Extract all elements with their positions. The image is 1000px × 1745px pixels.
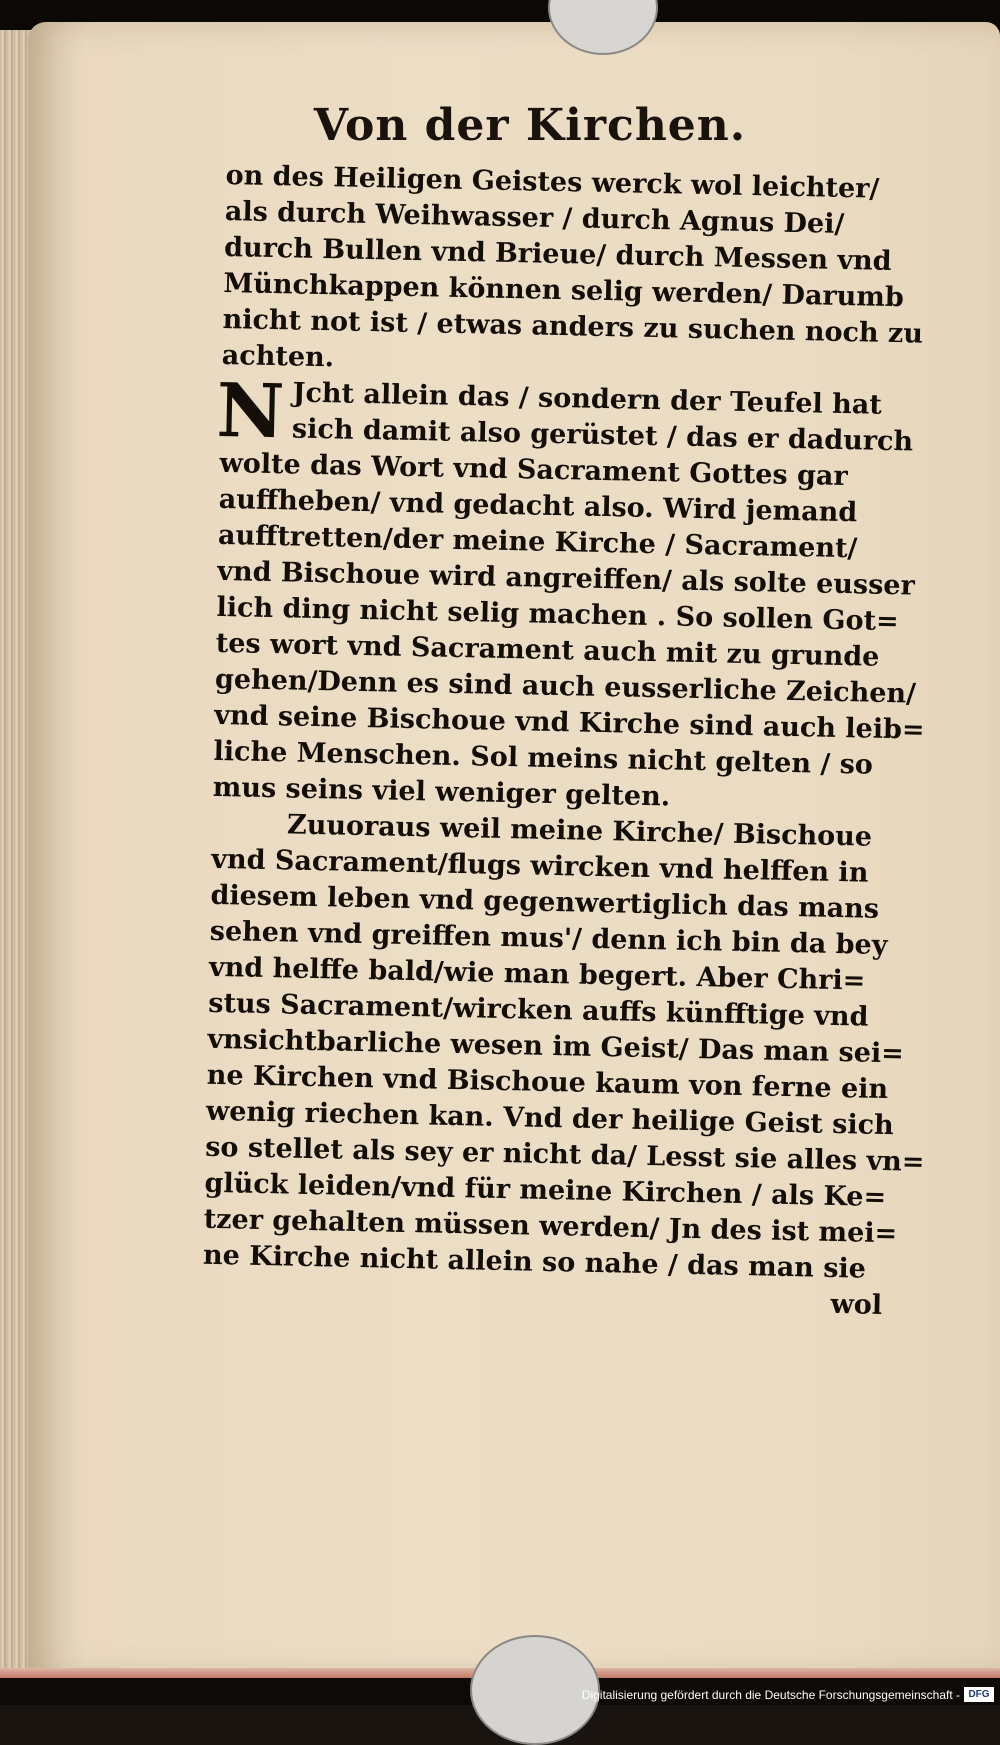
text-line-content: vnsichtbarliche wesen im Geist/ Das man sei= [207,1023,905,1070]
text-line-content: gehen/Denn es sind auch eusserliche Zeichen/ [214,663,917,710]
running-head-text: Von der Kirchen. [313,100,747,151]
text-line-content: mus seins viel weniger gelten. [212,771,671,813]
text-line-content: nicht not ist / etwas anders zu suchen noch zu [222,303,924,350]
text-line-content: achten. [221,339,335,374]
text-line-content: on des Heiligen Geistes werck wol leichter/ [225,159,880,205]
text-line-content: sehen vnd greiffen mus'/ denn ich bin da bey [209,915,888,962]
drop-cap: N [215,367,286,456]
text-line-content: durch Bullen vnd Brieue/ durch Messen vnd [223,231,892,277]
text-line-content: wenig riechen kan. Vnd der heilige Geist sich [205,1095,895,1142]
text-line-content: vnd seine Bischoue vnd Kirche sind auch leib= [214,699,925,746]
body-text [202,158,925,1324]
text-line-content: so stellet als sey er nicht da/ Lesst sie alles vn= [204,1131,925,1178]
bottom-clip [470,1635,600,1745]
text-line-content: ne Kirche nicht allein so nahe / das man sie [202,1239,867,1285]
text-line-content: diesem leben vnd gegenwertiglich das mans [210,879,880,925]
text-line-content: sich damit also gerüstet / das er dadurch [291,413,914,458]
text-line-content: liche Menschen. Sol meins nicht gelten / so [213,735,874,781]
running-head [0,100,1000,151]
text-line-content: Jcht allein das / sondern der Teufel hat [292,377,883,421]
text-line-content: tes wort vnd Sacrament auch mit zu grunde [215,627,880,673]
text-line-content: wol [830,1288,883,1321]
text-line-content: stus Sacrament/wircken auffs künfftige vnd [207,987,869,1033]
text-line-content: vnd Bischoue wird angreiffen/ als solte eusser [217,555,916,602]
text-line-content: vnd helffe bald/wie man begert. Aber Chri= [208,951,866,997]
text-line-content: lich ding nicht selig machen . So sollen Got= [216,591,899,638]
dfg-logo: DFG [964,1687,994,1702]
text-line-content: tzer gehalten müssen werden/ Jn des ist mei= [203,1203,898,1250]
text-line-content: aufftretten/der meine Kirche / Sacrament/ [217,519,858,565]
text-line-content: Zuuoraus weil meine Kirche/ Bischoue [286,809,873,853]
text-line-content: Münchkappen können selig werden/ Darumb [223,267,905,314]
text-line-content: auffheben/ vnd gedacht also. Wird jemand [218,483,858,529]
text-line-content: glück leiden/vnd für meine Kirchen / als Ke= [204,1167,887,1214]
text-line-content: als durch Weihwasser / durch Agnus Dei/ [224,195,845,240]
text-line-content: ne Kirchen vnd Bischoue kaum von ferne ein [206,1059,889,1106]
text-line-content: wolte das Wort vnd Sacrament Gottes gar [219,447,848,493]
digitization-credit: Digitalisierung gefördert durch die Deutsche Forschungsgemeinschaft - [581,1688,960,1702]
text-line-content: vnd Sacrament/flugs wircken vnd helffen in [210,843,869,889]
